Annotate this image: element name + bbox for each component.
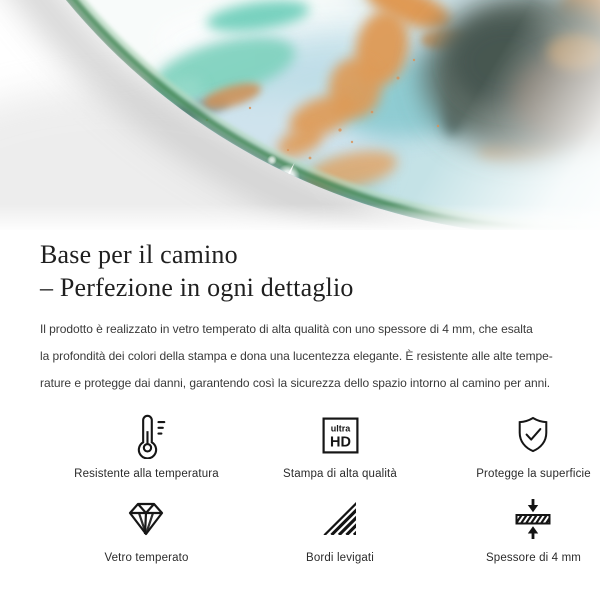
feature-label: Spessore di 4 mm — [485, 552, 582, 564]
feature-tempered-glass — [104, 495, 188, 564]
svg-text:ultra: ultra — [330, 423, 350, 433]
title-line-2: – Perfezione in ogni dettaglio — [40, 273, 354, 302]
feature-label: Bordi levigati — [306, 552, 374, 564]
feature-label: Stampa di alta qualità — [283, 468, 397, 480]
polished-edges-icon — [320, 495, 360, 543]
feature-polished-edges — [306, 495, 374, 564]
feature-grid — [40, 411, 600, 564]
page-title — [40, 230, 600, 304]
feature-label: Resistente alla temperatura — [74, 468, 219, 480]
product-description — [40, 316, 600, 397]
description-line: Il prodotto è realizzato in vetro temperato di alta qualità con uno spessore di 4 mm, che esalta — [40, 322, 533, 336]
thickness-icon — [512, 495, 554, 543]
description-line: rature e protegge dai danni, garantendo così la sicurezza dello spazio intorno al camino per anni. — [40, 376, 551, 390]
title-line-1: Base per il camino — [40, 240, 238, 269]
ultra-hd-icon — [322, 411, 359, 459]
feature-label: Protegge la superficie — [476, 468, 591, 480]
feature-print-quality — [283, 411, 397, 480]
feature-protection — [476, 411, 591, 480]
feature-label: Vetro temperato — [104, 552, 189, 564]
feature-temperature — [74, 411, 219, 480]
feature-thickness — [486, 495, 581, 564]
svg-text:HD: HD — [329, 434, 351, 450]
glass-panel-artwork — [0, 0, 600, 230]
diamond-icon — [125, 495, 167, 543]
description-line: la profondità dei colori della stampa e dona una lucentezza elegante. È resistente alle alte tempe- — [40, 349, 553, 363]
product-hero-image — [0, 0, 600, 230]
thermometer-icon — [124, 411, 170, 459]
shield-check-icon — [511, 411, 555, 459]
